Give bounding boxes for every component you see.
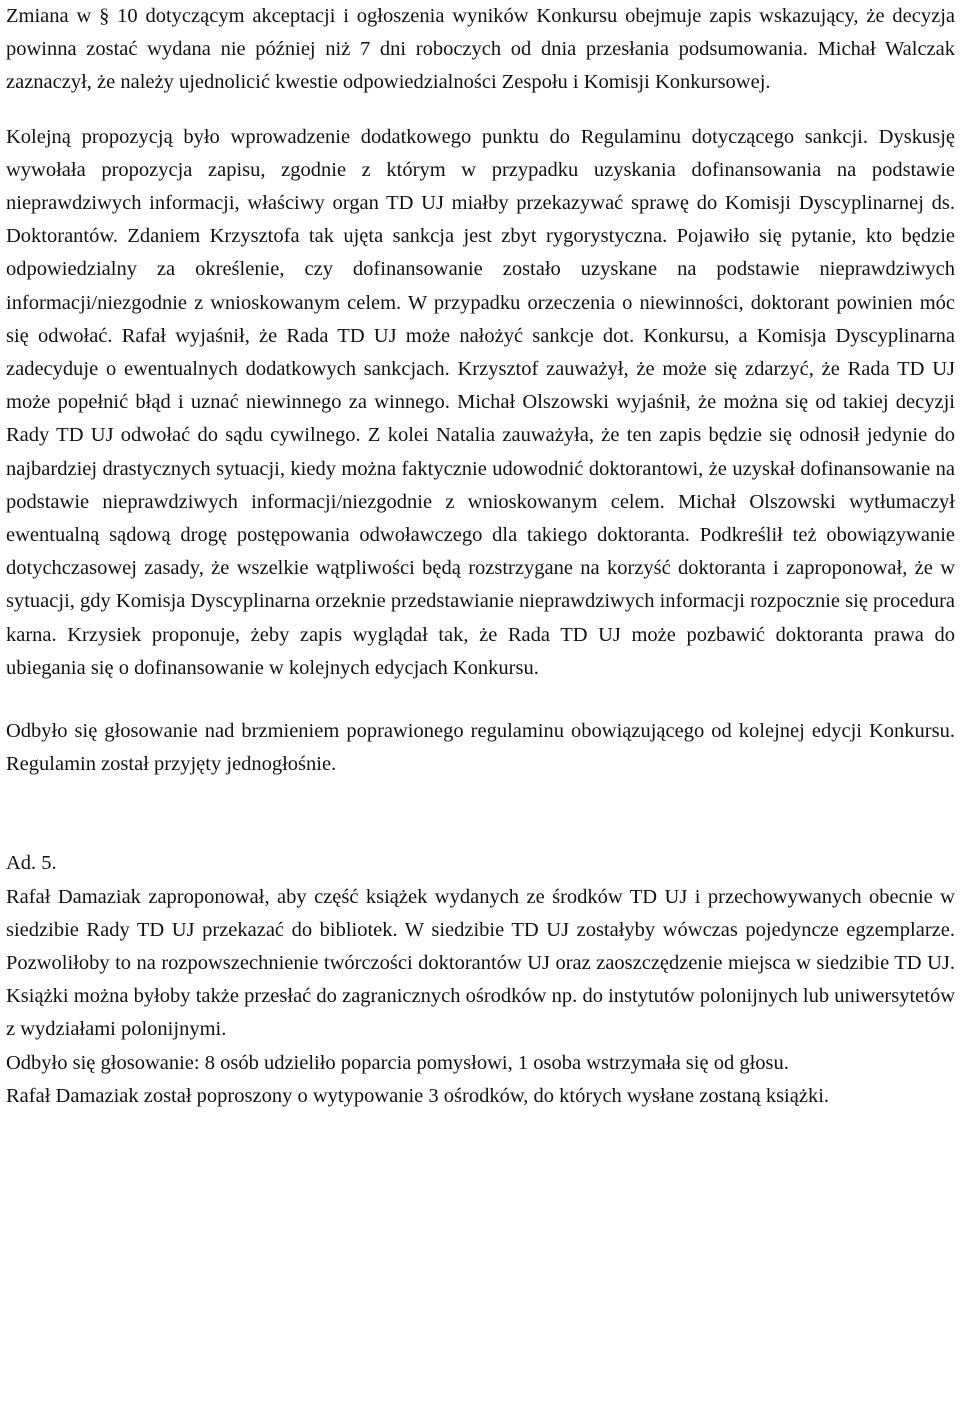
section-heading-ad5: Ad. 5. [6, 852, 57, 875]
paragraph-regulation-vote: Odbyło się głosowanie nad brzmieniem poprawionego regulaminu obowiązującego od kolejnej edycji Konkursu. Regulamin został przyjęty jednogłośnie. [6, 720, 955, 776]
paragraph-sanctions-discussion: Kolejną propozycją było wprowadzenie dodatkowego punktu do Regulaminu dotyczącego sankcji. Dyskusję wywołała propozycja zapisu, zgodnie z którym w przypadku uzyskania dofinansowania na podstawie nieprawdziwych informacji, właściwy organ TD UJ miałby przekazywać sprawę do Komisji Dyscyplinarnej ds. Doktorantów. Zdaniem Krzysztofa tak ujęta sankcja jest zbyt rygorystyczna. Pojawiło się pytanie, kto będzie odpowiedzialny za określenie, czy dofinansowanie zostało uzyskane na podstawie nieprawdziwych informacji/niezgodnie z wnioskowanym celem. W przypadku orzeczenia o niewinności, doktorant powinien móc się odwołać. Rafał wyjaśnił, że Rada TD UJ może nałożyć sankcje dot. Konkursu, a Komisja Dyscyplinarna zadecyduje o ewentualnych dodatkowych sankcjach. Krzysztof zauważył, że może się zdarzyć, że Rada TD UJ może popełnić błąd i uznać niewinnego za winnego. Michał Olszowski wyjaśnił, że można się od takiej decyzji Rady TD UJ odwołać do sądu cywilnego. Z kolei Natalia zauważyła, że ten zapis będzie się odnosił jedynie do najbardziej drastycznych sytuacji, kiedy można faktycznie udowodnić doktorantowi, że uzyskał dofinansowanie na podstawie nieprawdziwych informacji/niezgodnie z wnioskowanym celem. Michał Olszowski wytłumaczył ewentualną sądową drogę postępowania odwoławczego dla takiego doktoranta. Podkreślił też obowiązywanie dotychczasowej zasady, że wszelkie wątpliwości będą rozstrzygane na korzyść doktoranta i zaproponował, że w sytuacji, gdy Komisja Dyscyplinarna orzeknie przedstawianie nieprawdziwych informacji rozpocznie się procedura karna. Krzysiek proponuje, żeby zapis wyglądał tak, że Rada TD UJ może pozbawić doktoranta prawa do ubiegania się o dofinansowanie w kolejnych edycjach Konkursu. [6, 125, 955, 679]
paragraph-books-vote: Odbyło się głosowanie: 8 osób udzieliło poparcia pomysłowi, 1 osoba wstrzymała się od głosu. [6, 1051, 789, 1074]
paragraph-books-centers: Rafał Damaziak został poproszony o wytypowanie 3 ośrodków, do których wysłane zostaną książki. [6, 1084, 830, 1107]
paragraph-competition-change: Zmiana w § 10 dotyczącym akceptacji i ogłoszenia wyników Konkursu obejmuje zapis wskazujący, że decyzja powinna zostać wydana nie później niż 7 dni roboczych od dnia przesłania podsumowania. Michał Walczak zaznaczył, że należy ujednolicić kwestie odpowiedzialności Zespołu i Komisji Konkursowej. [6, 5, 955, 94]
paragraph-books-proposal: Rafał Damaziak zaproponował, aby część książek wydanych ze środków TD UJ i przechowywanych obecnie w siedzibie Rady TD UJ przekazać do bibliotek. W siedzibie TD UJ zostałyby wówczas pojedyncze egzemplarze. Pozwoliłoby to na rozpowszechnienie twórczości doktorantów UJ oraz zaoszczędzenie miejsca w siedzibie TD UJ. Książki można byłoby także przesłać do zagranicznych ośrodków np. do instytutów polonijnych lub uniwersytetów z wydziałami polonijnymi. [6, 885, 955, 1041]
